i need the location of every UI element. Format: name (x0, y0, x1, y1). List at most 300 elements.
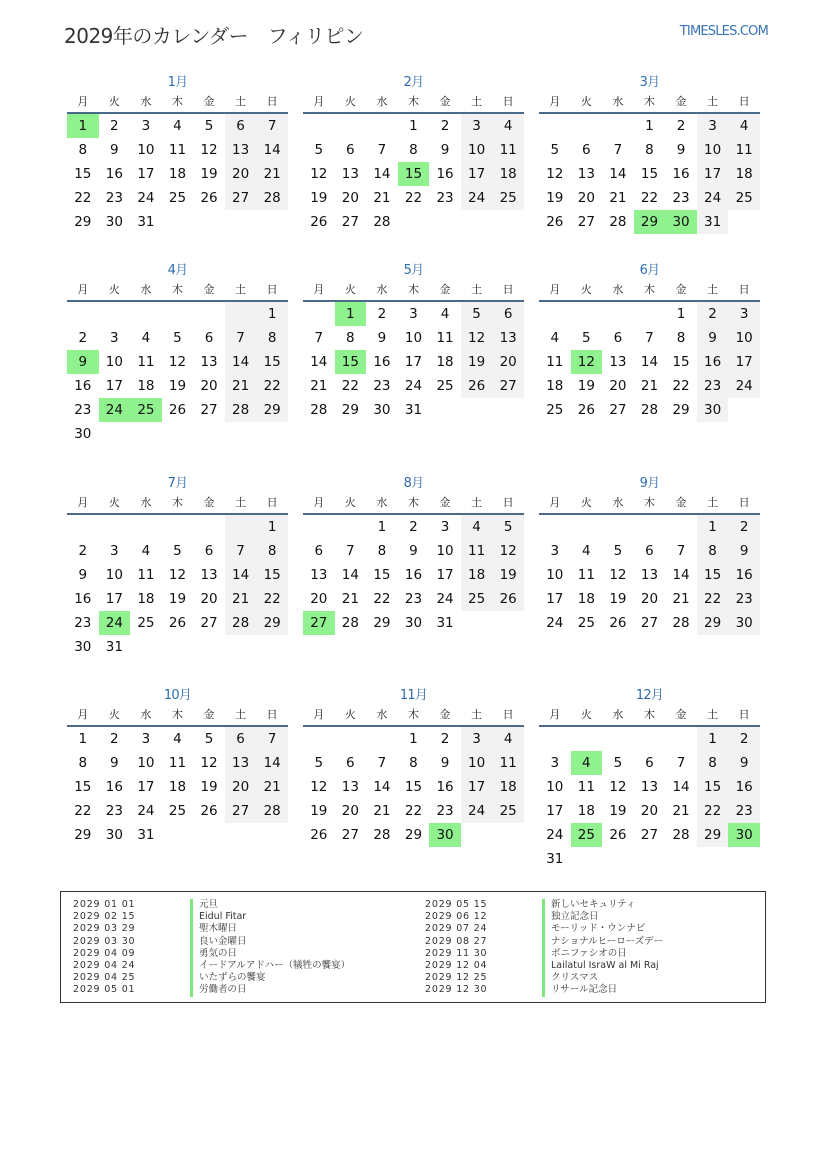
day-cell: 31 (137, 827, 155, 843)
day-cell: 12 (168, 354, 187, 370)
month-1 (67, 73, 288, 234)
empty-cell (162, 515, 194, 539)
weekday-header (67, 494, 288, 515)
holiday-day-cell: 24 (99, 611, 131, 635)
day-cell: 6 (645, 543, 654, 559)
day-cell: 4 (728, 114, 760, 138)
day-cell: 9 (110, 142, 119, 158)
day-cell: 3 (141, 731, 151, 747)
week-row (303, 515, 524, 539)
weekday-label: 日 (502, 95, 514, 108)
day-cell: 23 (74, 615, 92, 631)
week-row (67, 398, 288, 422)
day-cell: 29 (404, 827, 423, 843)
day-cell: 12 (200, 142, 218, 158)
day-cell: 27 (640, 827, 659, 843)
day-cell: 7 (314, 330, 324, 346)
day-cell: 27 (225, 186, 257, 210)
day-cell: 7 (225, 326, 257, 350)
week-row (303, 162, 524, 186)
day-cell: 9 (110, 755, 119, 771)
day-cell: 22 (404, 803, 423, 819)
week-row (539, 587, 760, 611)
day-cell: 19 (609, 591, 627, 607)
empty-cell (728, 847, 760, 871)
day-cell: 27 (200, 615, 218, 631)
day-cell: 28 (225, 398, 257, 422)
page-title: 2029年のカレンダー フィリピン (64, 24, 364, 48)
weekday-header (303, 281, 524, 302)
day-cell: 26 (310, 827, 328, 843)
day-cell: 14 (225, 350, 257, 374)
weekday-label: 金 (675, 95, 687, 108)
day-cell: 24 (697, 186, 729, 210)
day-cell: 3 (728, 302, 760, 326)
week-row (67, 302, 288, 326)
day-cell: 21 (310, 378, 328, 394)
day-cell: 22 (404, 190, 423, 206)
empty-cell (366, 727, 398, 751)
day-cell: 13 (609, 354, 627, 370)
week-row (539, 727, 760, 751)
day-cell: 23 (728, 799, 760, 823)
week-row (67, 422, 288, 446)
day-cell: 26 (609, 615, 627, 631)
day-cell: 13 (640, 567, 659, 583)
weekday-label: 木 (643, 95, 655, 108)
week-row (303, 611, 524, 635)
day-cell: 21 (256, 162, 288, 186)
week-row (67, 823, 288, 847)
weekday-header (539, 93, 760, 114)
day-cell: 24 (404, 378, 423, 394)
day-cell: 5 (613, 755, 623, 771)
week-row (303, 727, 524, 751)
empty-cell (162, 302, 194, 326)
day-cell: 1 (697, 727, 729, 751)
day-cell: 30 (404, 615, 423, 631)
month-name: 10月 (163, 688, 192, 703)
holiday-list-item (73, 960, 350, 972)
day-cell: 13 (577, 166, 595, 182)
day-cell: 18 (577, 591, 595, 607)
empty-cell (602, 515, 634, 539)
day-cell: 25 (577, 615, 595, 631)
day-cell: 29 (256, 611, 288, 635)
weekday-label: 火 (344, 708, 356, 721)
day-cell: 10 (461, 138, 493, 162)
empty-cell (162, 422, 194, 446)
day-cell: 2 (440, 731, 450, 747)
day-cell: 1 (78, 731, 88, 747)
day-cell: 19 (310, 190, 328, 206)
empty-cell (193, 823, 225, 847)
empty-cell (634, 847, 666, 871)
day-cell: 29 (672, 402, 690, 418)
empty-cell (492, 398, 524, 422)
day-cell: 17 (436, 567, 454, 583)
day-cell: 30 (74, 426, 92, 442)
holiday-day-cell: 1 (67, 114, 99, 138)
month-name: 12月 (635, 688, 664, 703)
day-cell: 1 (256, 515, 288, 539)
day-cell: 28 (310, 402, 328, 418)
day-cell: 30 (728, 611, 760, 635)
day-cell: 29 (74, 214, 92, 230)
day-cell: 16 (404, 567, 423, 583)
day-cell: 4 (550, 330, 560, 346)
day-cell: 25 (492, 186, 524, 210)
day-cell: 13 (640, 779, 659, 795)
empty-cell (225, 210, 257, 234)
week-row (303, 823, 524, 847)
month-name: 3月 (639, 75, 660, 90)
weekday-label: 水 (612, 496, 624, 509)
day-cell: 31 (697, 210, 729, 234)
weekday-label: 日 (738, 496, 750, 509)
day-cell: 17 (461, 775, 493, 799)
holiday-name: リサール記念日 (542, 984, 617, 996)
week-row (303, 398, 524, 422)
day-cell: 10 (546, 567, 564, 583)
day-cell: 9 (409, 543, 418, 559)
day-cell: 15 (373, 567, 391, 583)
day-cell: 25 (168, 190, 187, 206)
empty-cell (366, 114, 398, 138)
day-cell: 4 (173, 731, 182, 747)
day-cell: 18 (546, 378, 564, 394)
empty-cell (492, 823, 524, 847)
day-cell: 17 (546, 803, 564, 819)
day-cell: 14 (640, 354, 659, 370)
weekday-label: 土 (235, 496, 247, 509)
empty-cell (602, 727, 634, 751)
week-row (303, 186, 524, 210)
weekday-label: 土 (471, 95, 483, 108)
empty-cell (665, 515, 697, 539)
weekday-label: 木 (171, 496, 183, 509)
week-row (303, 114, 524, 138)
empty-cell (193, 422, 225, 446)
holiday-date: 2029 01 01 (73, 899, 136, 910)
holiday-day-cell: 4 (571, 751, 603, 775)
day-cell: 6 (492, 302, 524, 326)
day-cell: 8 (676, 330, 686, 346)
day-cell: 23 (728, 587, 760, 611)
day-cell: 26 (168, 615, 187, 631)
week-row (303, 326, 524, 350)
day-cell: 25 (461, 587, 493, 611)
weekday-label: 土 (707, 283, 719, 296)
day-cell: 26 (200, 190, 218, 206)
holiday-date: 2029 05 15 (425, 899, 488, 910)
week-row (67, 374, 288, 398)
day-cell: 28 (672, 827, 690, 843)
day-cell: 10 (404, 330, 423, 346)
day-cell: 11 (577, 779, 595, 795)
day-cell: 21 (373, 190, 391, 206)
day-cell: 26 (546, 214, 564, 230)
empty-cell (225, 422, 257, 446)
month-name: 11月 (399, 688, 428, 703)
weekday-label: 火 (108, 496, 120, 509)
site-brand[interactable]: TIMESLES.COM (679, 24, 768, 39)
day-cell: 19 (492, 563, 524, 587)
day-cell: 16 (105, 779, 123, 795)
empty-cell (429, 210, 461, 234)
empty-cell (602, 302, 634, 326)
day-cell: 15 (74, 166, 92, 182)
weekday-label: 土 (471, 496, 483, 509)
weekday-label: 火 (108, 95, 120, 108)
day-cell: 5 (461, 302, 493, 326)
day-cell: 14 (310, 354, 328, 370)
holiday-name: ナショナルヒーローズデー (542, 936, 663, 948)
day-cell: 12 (168, 567, 187, 583)
weekday-label: 木 (171, 708, 183, 721)
day-cell: 8 (78, 755, 88, 771)
day-cell: 24 (137, 803, 155, 819)
day-cell: 29 (256, 398, 288, 422)
weekday-label: 木 (643, 708, 655, 721)
weekday-label: 火 (580, 708, 592, 721)
weekday-label: 金 (439, 95, 451, 108)
day-cell: 26 (609, 827, 627, 843)
day-cell: 26 (200, 803, 218, 819)
holiday-day-cell: 9 (67, 350, 99, 374)
day-cell: 4 (440, 306, 450, 322)
week-row (67, 563, 288, 587)
day-cell: 22 (373, 591, 391, 607)
day-cell: 7 (256, 727, 288, 751)
holiday-list-item (425, 899, 663, 911)
weekday-label: 日 (502, 283, 514, 296)
empty-cell (461, 611, 493, 635)
day-cell: 6 (613, 330, 623, 346)
weekday-label: 木 (407, 283, 419, 296)
empty-cell (225, 302, 257, 326)
month-name: 8月 (403, 476, 424, 491)
weekday-label: 水 (140, 496, 152, 509)
weekday-label: 金 (439, 283, 451, 296)
empty-cell (162, 635, 194, 659)
day-cell: 1 (377, 519, 387, 535)
day-cell: 26 (492, 587, 524, 611)
month-name: 5月 (403, 263, 424, 278)
day-cell: 12 (609, 567, 627, 583)
holiday-day-cell: 12 (571, 350, 603, 374)
holiday-list-item (73, 948, 350, 960)
day-cell: 18 (137, 591, 155, 607)
month-2 (303, 73, 524, 234)
day-cell: 21 (373, 803, 391, 819)
day-cell: 10 (461, 751, 493, 775)
day-cell: 31 (105, 639, 123, 655)
empty-cell (130, 422, 162, 446)
day-cell: 28 (256, 186, 288, 210)
weekday-label: 月 (77, 283, 89, 296)
day-cell: 12 (461, 326, 493, 350)
day-cell: 31 (137, 214, 155, 230)
week-row (539, 186, 760, 210)
month-name: 1月 (167, 75, 188, 90)
holiday-name: モーリッド・ウンナビ (542, 923, 645, 935)
week-row (539, 302, 760, 326)
day-cell: 24 (461, 186, 493, 210)
day-cell: 17 (105, 378, 123, 394)
weekday-label: 水 (140, 283, 152, 296)
day-cell: 27 (341, 214, 359, 230)
weekday-label: 土 (471, 708, 483, 721)
day-cell: 2 (676, 118, 686, 134)
empty-cell (571, 302, 603, 326)
weekday-label: 月 (313, 496, 325, 509)
day-cell: 11 (728, 138, 760, 162)
week-row (539, 847, 760, 871)
day-cell: 28 (609, 214, 627, 230)
weekday-label: 土 (707, 496, 719, 509)
day-cell: 2 (409, 519, 418, 535)
weekday-label: 木 (643, 283, 655, 296)
day-cell: 23 (436, 803, 454, 819)
weekday-label: 金 (203, 95, 215, 108)
day-cell: 22 (74, 803, 92, 819)
empty-cell (492, 611, 524, 635)
weekday-label: 水 (612, 95, 624, 108)
day-cell: 9 (78, 567, 88, 583)
week-row (303, 799, 524, 823)
week-row (67, 635, 288, 659)
empty-cell (665, 847, 697, 871)
day-cell: 14 (609, 166, 627, 182)
day-cell: 20 (640, 803, 659, 819)
day-cell: 21 (225, 374, 257, 398)
holiday-name: 勇気の日 (190, 948, 237, 960)
day-cell: 14 (256, 751, 288, 775)
holiday-date: 2029 11 30 (425, 947, 488, 959)
weekday-label: 土 (235, 283, 247, 296)
day-cell: 31 (546, 851, 564, 867)
month-7 (67, 474, 288, 659)
holiday-date: 2029 03 29 (73, 923, 136, 935)
week-row (539, 350, 760, 374)
weekday-label: 水 (612, 283, 624, 296)
weekday-label: 火 (580, 496, 592, 509)
holiday-name: クリスマス (542, 972, 598, 984)
empty-cell (634, 302, 666, 326)
day-cell: 24 (137, 190, 155, 206)
weekday-label: 火 (108, 708, 120, 721)
day-cell: 20 (200, 591, 218, 607)
holiday-date: 2029 07 24 (425, 923, 488, 935)
week-row (67, 775, 288, 799)
weekday-label: 月 (549, 95, 561, 108)
day-cell: 8 (645, 142, 654, 158)
empty-cell (665, 727, 697, 751)
day-cell: 29 (341, 402, 359, 418)
day-cell: 16 (728, 563, 760, 587)
weekday-label: 月 (77, 708, 89, 721)
day-cell: 4 (492, 727, 524, 751)
day-cell: 2 (110, 731, 119, 747)
day-cell: 19 (609, 803, 627, 819)
day-cell: 12 (492, 539, 524, 563)
week-row (67, 138, 288, 162)
day-cell: 2 (697, 302, 729, 326)
weekday-label: 日 (738, 283, 750, 296)
day-cell: 28 (373, 214, 391, 230)
empty-cell (539, 515, 571, 539)
day-cell: 2 (78, 543, 88, 559)
holiday-date: 2029 04 24 (73, 959, 136, 971)
holiday-day-cell: 15 (335, 350, 367, 374)
day-cell: 19 (168, 378, 187, 394)
day-cell: 14 (225, 563, 257, 587)
day-cell: 23 (697, 374, 729, 398)
day-cell: 27 (640, 615, 659, 631)
day-cell: 28 (640, 402, 659, 418)
empty-cell (571, 114, 603, 138)
week-row (539, 611, 760, 635)
day-cell: 17 (404, 354, 423, 370)
day-cell: 20 (225, 162, 257, 186)
week-row (67, 587, 288, 611)
day-cell: 18 (577, 803, 595, 819)
day-cell: 27 (492, 374, 524, 398)
weekday-label: 火 (344, 283, 356, 296)
empty-cell (398, 210, 430, 234)
month-10 (67, 686, 288, 847)
week-row (303, 751, 524, 775)
day-cell: 13 (310, 567, 328, 583)
holiday-day-cell: 25 (571, 823, 603, 847)
day-cell: 27 (609, 402, 627, 418)
weekday-label: 月 (77, 496, 89, 509)
day-cell: 7 (613, 142, 623, 158)
weekday-label: 火 (580, 95, 592, 108)
weekday-header (303, 706, 524, 727)
week-row (539, 114, 760, 138)
week-row (303, 302, 524, 326)
holiday-list-item (425, 972, 663, 984)
weekday-label: 日 (502, 708, 514, 721)
holiday-list-item (425, 960, 663, 972)
empty-cell (256, 635, 288, 659)
day-cell: 8 (697, 751, 729, 775)
day-cell: 19 (200, 779, 218, 795)
day-cell: 20 (577, 190, 595, 206)
day-cell: 17 (137, 779, 155, 795)
day-cell: 19 (546, 190, 564, 206)
holiday-list-item (73, 984, 350, 996)
week-row (67, 727, 288, 751)
day-cell: 27 (577, 214, 595, 230)
holiday-list-column-1 (73, 899, 350, 997)
holiday-list-column-2 (425, 899, 663, 997)
weekday-label: 日 (502, 496, 514, 509)
day-cell: 22 (341, 378, 359, 394)
month-name: 7月 (167, 476, 188, 491)
empty-cell (728, 210, 760, 234)
empty-cell (303, 515, 335, 539)
week-row (539, 210, 760, 234)
holiday-date: 2029 03 30 (73, 935, 136, 947)
week-row (67, 611, 288, 635)
day-cell: 23 (436, 190, 454, 206)
weekday-label: 土 (235, 95, 247, 108)
week-row (539, 162, 760, 186)
holiday-date: 2029 05 01 (73, 984, 136, 996)
